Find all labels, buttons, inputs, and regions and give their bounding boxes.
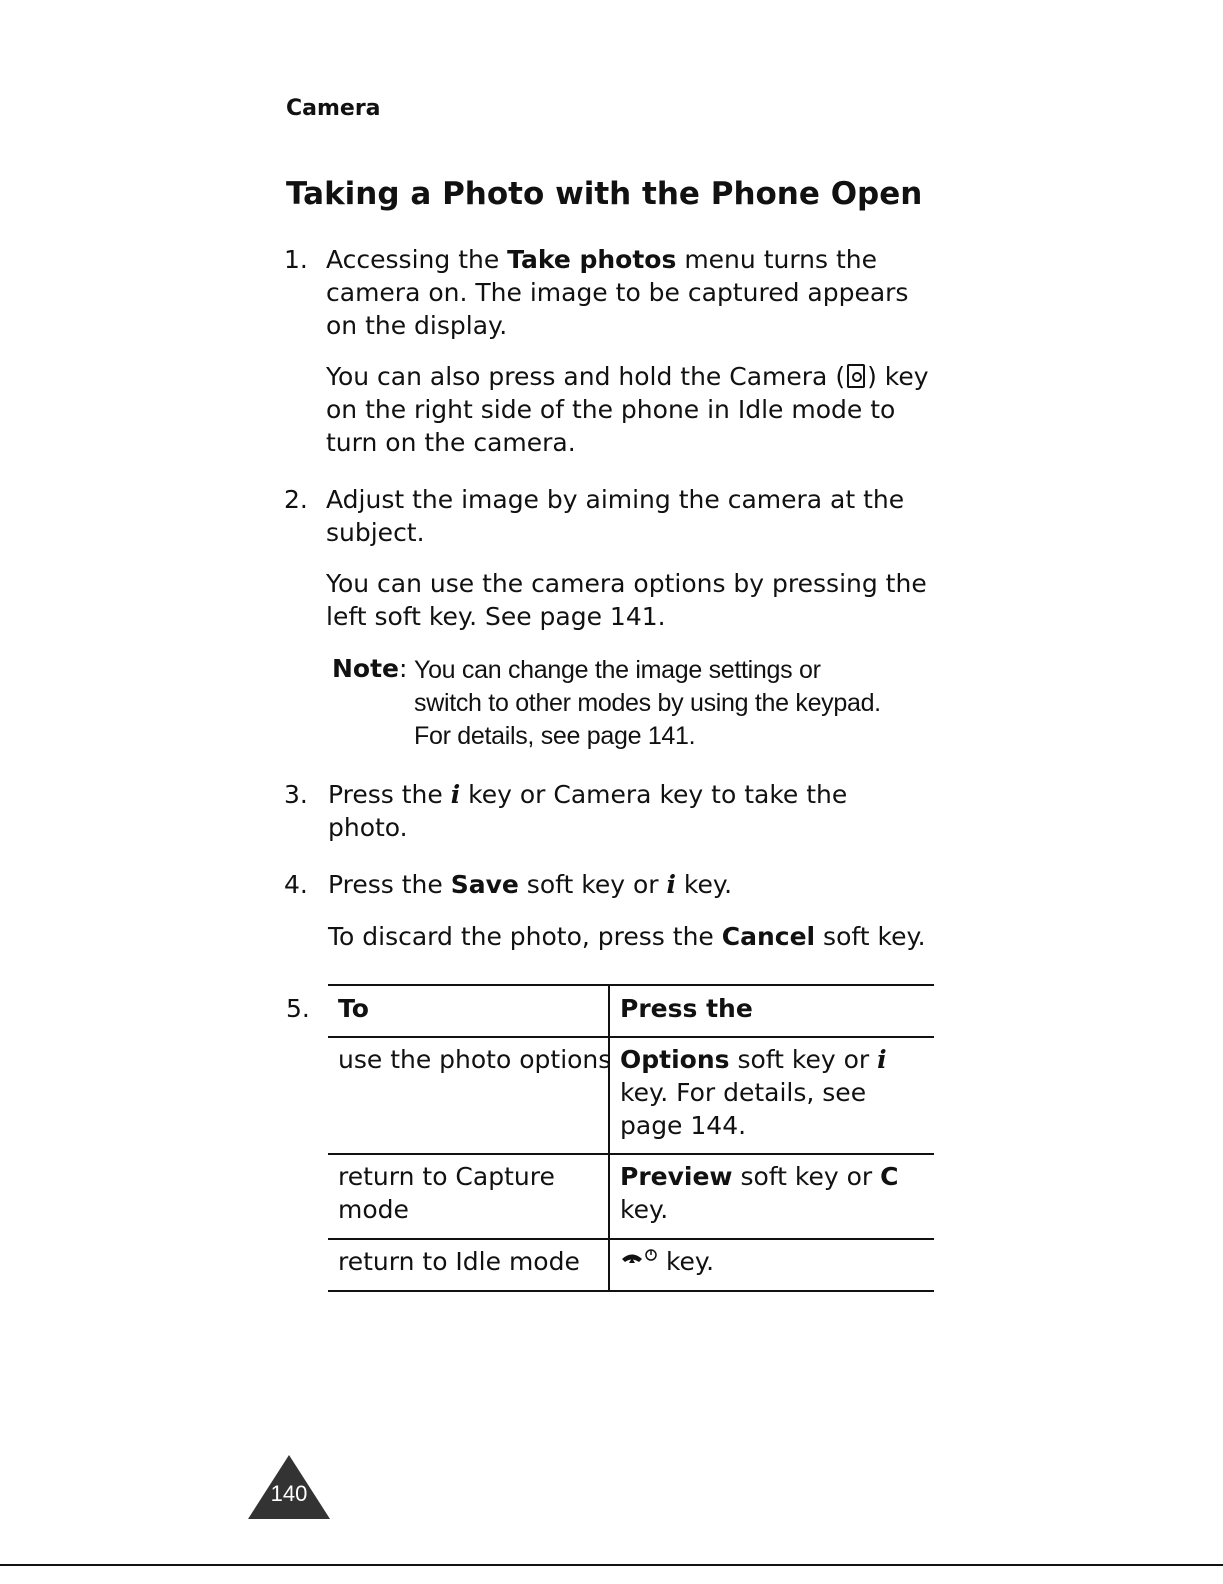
step-2-paragraph: Adjust the image by aiming the camera at the subject. <box>326 485 905 547</box>
i-key-icon: i <box>666 870 676 899</box>
page-number: 140 <box>270 1481 308 1506</box>
page-bottom-rule <box>0 1564 1223 1566</box>
table-cell: Preview soft key or C key. <box>620 1162 899 1224</box>
step-number: 4. <box>284 870 308 899</box>
table-cell: use the photo options <box>338 1045 612 1074</box>
step-4-detail: To discard the photo, press the Cancel soft key. <box>328 922 926 951</box>
step-number: 2. <box>284 485 308 514</box>
note-label: Note <box>332 654 400 683</box>
step-1-paragraph: Accessing the Take photos menu turns the camera on. The image to be captured appears on the display. <box>326 245 909 340</box>
step-3-paragraph: Press the i key or Camera key to take the photo. <box>328 780 848 842</box>
i-key-icon: i <box>877 1045 887 1074</box>
end-call-icon <box>620 1247 658 1280</box>
note-block: Note: <box>332 654 408 683</box>
table-rule <box>328 1036 934 1038</box>
step-4-paragraph: Press the Save soft key or i key. <box>328 870 733 899</box>
table-header-press: Press the <box>620 994 753 1023</box>
step-number: 3. <box>284 780 308 809</box>
step-1-detail: You can also press and hold the Camera ( ) key on the right side of the phone in Idle mode to turn on the camera. <box>326 362 929 457</box>
step-number: 1. <box>284 245 308 274</box>
table-header-to: To <box>338 994 369 1023</box>
i-key-icon: i <box>450 780 461 809</box>
table-rule <box>328 1290 934 1292</box>
step-2-detail: You can use the camera options by pressing the left soft key. See page 141. <box>326 569 927 631</box>
step-number: 5. <box>286 994 310 1023</box>
page-number-marker <box>248 1455 330 1521</box>
table-rule <box>328 1153 934 1155</box>
page-heading: Taking a Photo with the Phone Open <box>286 176 923 212</box>
note-text: You can change the image settings or switch to other modes by using the keypad. For details, see page 141. <box>414 656 881 750</box>
table-cell: Options soft key or i key. For details, see page 144. <box>620 1045 887 1140</box>
section-title: Camera <box>286 96 381 121</box>
camera-key-icon <box>847 364 865 388</box>
table-cell: return to Idle mode <box>338 1247 580 1276</box>
table-divider <box>608 984 610 1292</box>
table-rule <box>328 1238 934 1240</box>
table-cell: key. <box>620 1245 714 1280</box>
table-cell: return to Capture mode <box>338 1162 555 1224</box>
table-rule <box>328 984 934 986</box>
